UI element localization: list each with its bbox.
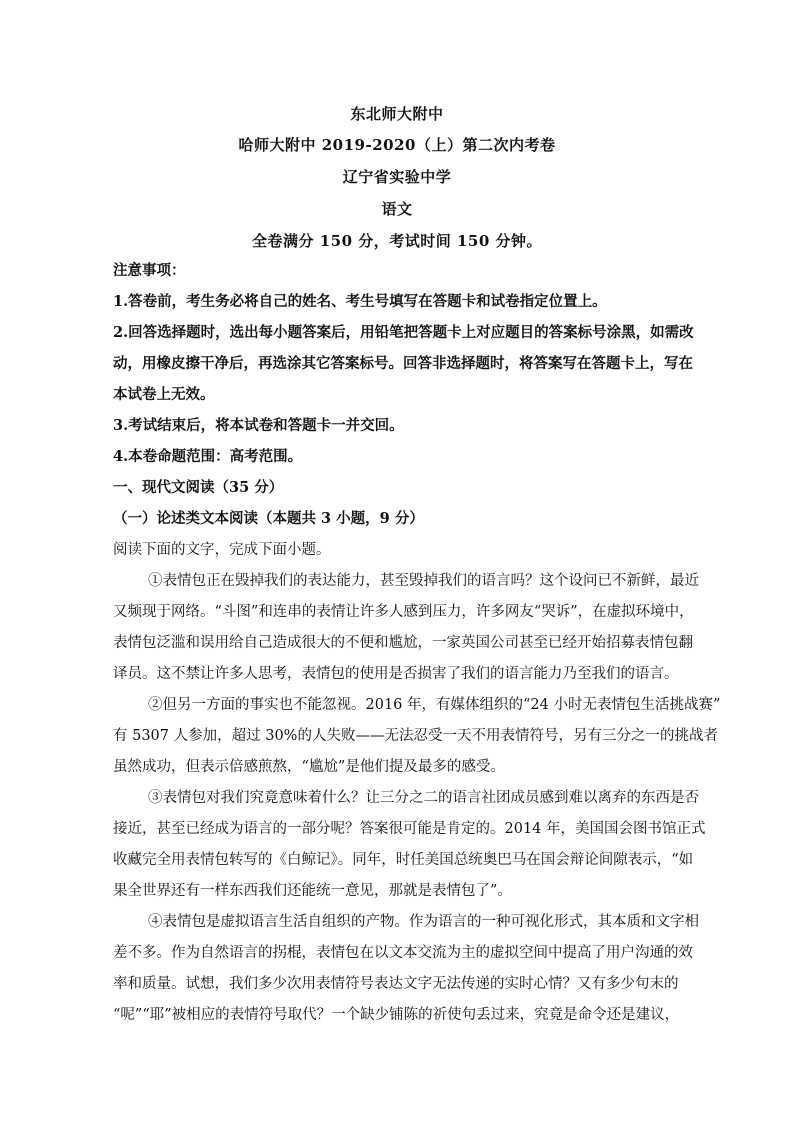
exam-info: 全卷满分 150 分，考试时间 150 分钟。 — [251, 232, 542, 250]
notes-heading: 注意事项： — [113, 262, 186, 279]
section-subheading: （一）论述类文本阅读（本题共 3 小题，9 分） — [113, 510, 424, 527]
passage-line: 收藏完全用表情包转写的《白鲸记》。同年，时任美国总统奥巴马在国会辩论间隙表示，“如 — [113, 852, 694, 868]
passage-line: ②但另一方面的事实也不能忽视。2016 年，有媒体组织的“24 小时无表情包生活挑战赛” — [148, 697, 721, 713]
passage-line: “呢”“耶”被相应的表情符号取代？一个缺少铺陈的祈使句丢过来，究竟是命令还是建议， — [113, 1007, 680, 1023]
passage-line: 差不多。作为自然语言的拐棍，表情包在以文本交流为主的虚拟空间中提高了用户沟通的效 — [113, 945, 693, 961]
passage-line: 接近，甚至已经成为语言的一部分呢？答案很可能是肯定的。2014 年，美国国会图书馆正式 — [113, 821, 706, 837]
section-heading: 一、现代文阅读（35 分） — [113, 479, 284, 496]
passage-line: ③表情包对我们究竟意味着什么？让三分之二的语言社团成员感到难以离弃的东西是否 — [148, 790, 699, 806]
passage-line: 虽然成功，但表示倍感煎熬，“尴尬”是他们提及最多的感受。 — [113, 759, 505, 775]
note-item: 2.回答选择题时，选出每小题答案后，用铅笔把答题卡上对应题目的答案标号涂黑，如需改 — [113, 324, 694, 341]
note-item: 本试卷上无效。 — [113, 386, 215, 403]
note-item: 4.本卷命题范围：高考范围。 — [113, 448, 303, 465]
passage-line: 率和质量。试想，我们多少次用表情符号表达文字无法传递的实时心情？又有多少句末的 — [113, 976, 679, 992]
passage-line: 译员。这不禁让许多人思考，表情包的使用是否损害了我们的语言能力乃至我们的语言。 — [113, 666, 679, 682]
passage-line: ①表情包正在毁掉我们的表达能力，甚至毁掉我们的语言吗？这个设问已不新鲜，最近 — [148, 573, 699, 589]
passage-line: ④表情包是虚拟语言生活自组织的产物。作为语言的一种可视化形式，其本质和文字相 — [148, 914, 699, 930]
subject-title: 语文 — [381, 200, 413, 218]
note-item: 3.考试结束后，将本试卷和答题卡一并交回。 — [113, 417, 404, 434]
school-title-3: 辽宁省实验中学 — [342, 168, 452, 186]
passage-line: 表情包泛滥和误用给自己造成很大的不便和尴尬，一家英国公司甚至已经开始招募表情包翻 — [113, 635, 693, 651]
passage-line: 有 5307 人参加，超过 30%的人失败——无法忍受一天不用表情符号，另有三分之一的挑战者 — [113, 728, 718, 744]
passage-line: 果全世界还有一样东西我们还能统一意见，那就是表情包了”。 — [113, 883, 512, 899]
school-title-1: 东北师大附中 — [350, 105, 444, 123]
passage-line: 又频现于网络。“斗图”和连串的表情让许多人感到压力，许多网友“哭诉”，在虚拟环境中， — [113, 604, 694, 620]
note-item: 1.答卷前，考生务必将自己的姓名、考生号填写在答题卡和试卷指定位置上。 — [113, 293, 607, 310]
note-item: 动，用橡皮擦干净后，再选涂其它答案标号。回答非选择题时，将答案写在答题卡上，写在 — [113, 355, 693, 372]
instruction-text: 阅读下面的文字，完成下面小题。 — [113, 542, 331, 558]
school-title-2: 哈师大附中 2019-2020（上）第二次内考卷 — [238, 136, 556, 154]
